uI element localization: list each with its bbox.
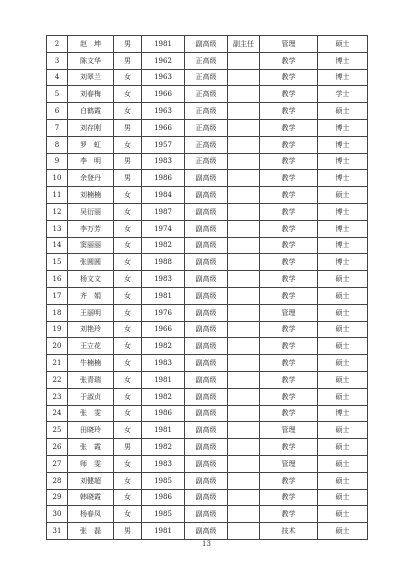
table-row	[47, 321, 368, 338]
name-cell: 赵 坤	[68, 36, 114, 53]
name-cell: 王立花	[68, 338, 114, 355]
row-number-cell: 12	[47, 203, 68, 220]
table-row	[47, 36, 368, 53]
job-type-cell: 教学	[260, 321, 318, 338]
position-cell	[228, 472, 260, 489]
job-type-cell: 教学	[260, 405, 318, 422]
row-number-cell: 6	[47, 103, 68, 120]
degree-cell: 硕士	[318, 388, 368, 405]
birth-year-cell: 1981	[142, 36, 185, 53]
degree-cell: 硕士	[318, 439, 368, 456]
title-level-cell: 副高级	[185, 523, 228, 540]
row-number-cell: 15	[47, 254, 68, 271]
birth-year-cell: 1985	[142, 506, 185, 523]
row-number-cell: 9	[47, 153, 68, 170]
gender-cell: 女	[114, 304, 142, 321]
job-type-cell: 教学	[260, 472, 318, 489]
staff-table-body	[47, 36, 368, 540]
name-cell: 白鹤霞	[68, 103, 114, 120]
position-cell	[228, 489, 260, 506]
position-cell	[228, 304, 260, 321]
name-cell: 韩晓霞	[68, 489, 114, 506]
row-number-cell: 3	[47, 52, 68, 69]
row-number-cell: 29	[47, 489, 68, 506]
row-number-cell: 21	[47, 355, 68, 372]
row-number-cell: 13	[47, 220, 68, 237]
gender-cell: 男	[114, 439, 142, 456]
name-cell: 刘艳玲	[68, 321, 114, 338]
position-cell	[228, 388, 260, 405]
title-level-cell: 副高级	[185, 388, 228, 405]
gender-cell: 女	[114, 203, 142, 220]
table-row	[47, 119, 368, 136]
title-level-cell: 副高级	[185, 237, 228, 254]
table-row	[47, 338, 368, 355]
gender-cell: 男	[114, 119, 142, 136]
title-level-cell: 正高级	[185, 69, 228, 86]
name-cell: 刘春梅	[68, 86, 114, 103]
table-row	[47, 523, 368, 540]
gender-cell: 女	[114, 287, 142, 304]
degree-cell: 硕士	[318, 304, 368, 321]
job-type-cell: 教学	[260, 237, 318, 254]
gender-cell: 女	[114, 388, 142, 405]
position-cell	[228, 86, 260, 103]
position-cell	[228, 203, 260, 220]
job-type-cell: 教学	[260, 506, 318, 523]
position-cell: 副主任	[228, 36, 260, 53]
table-row	[47, 69, 368, 86]
gender-cell: 男	[114, 153, 142, 170]
row-number-cell: 10	[47, 170, 68, 187]
birth-year-cell: 1985	[142, 472, 185, 489]
title-level-cell: 正高级	[185, 136, 228, 153]
title-level-cell: 正高级	[185, 86, 228, 103]
title-level-cell: 副高级	[185, 338, 228, 355]
name-cell: 师 雯	[68, 455, 114, 472]
name-cell: 李 明	[68, 153, 114, 170]
birth-year-cell: 1984	[142, 187, 185, 204]
job-type-cell: 教学	[260, 103, 318, 120]
degree-cell: 硕士	[318, 36, 368, 53]
degree-cell: 硕士	[318, 472, 368, 489]
degree-cell: 硕士	[318, 523, 368, 540]
position-cell	[228, 271, 260, 288]
birth-year-cell: 1983	[142, 271, 185, 288]
title-level-cell: 副高级	[185, 472, 228, 489]
birth-year-cell: 1986	[142, 170, 185, 187]
name-cell: 罗 虹	[68, 136, 114, 153]
row-number-cell: 11	[47, 187, 68, 204]
row-number-cell: 27	[47, 455, 68, 472]
table-row	[47, 371, 368, 388]
birth-year-cell: 1966	[142, 321, 185, 338]
gender-cell: 女	[114, 422, 142, 439]
table-row	[47, 405, 368, 422]
job-type-cell: 教学	[260, 489, 318, 506]
birth-year-cell: 1962	[142, 52, 185, 69]
gender-cell: 女	[114, 271, 142, 288]
name-cell: 刘翠兰	[68, 69, 114, 86]
degree-cell: 博士	[318, 220, 368, 237]
gender-cell: 女	[114, 321, 142, 338]
degree-cell: 硕士	[318, 355, 368, 372]
table-row	[47, 86, 368, 103]
position-cell	[228, 405, 260, 422]
title-level-cell: 副高级	[185, 36, 228, 53]
gender-cell: 男	[114, 523, 142, 540]
title-level-cell: 副高级	[185, 220, 228, 237]
title-level-cell: 副高级	[185, 506, 228, 523]
degree-cell: 博士	[318, 69, 368, 86]
row-number-cell: 23	[47, 388, 68, 405]
staff-table	[46, 35, 368, 540]
job-type-cell: 教学	[260, 287, 318, 304]
title-level-cell: 副高级	[185, 203, 228, 220]
name-cell: 陈文华	[68, 52, 114, 69]
row-number-cell: 28	[47, 472, 68, 489]
row-number-cell: 30	[47, 506, 68, 523]
name-cell: 牛楠楠	[68, 355, 114, 372]
position-cell	[228, 119, 260, 136]
title-level-cell: 副高级	[185, 439, 228, 456]
name-cell: 杨春凤	[68, 506, 114, 523]
gender-cell: 女	[114, 472, 142, 489]
table-row	[47, 304, 368, 321]
birth-year-cell: 1981	[142, 371, 185, 388]
row-number-cell: 18	[47, 304, 68, 321]
birth-year-cell: 1957	[142, 136, 185, 153]
name-cell: 刘楠楠	[68, 187, 114, 204]
table-row	[47, 388, 368, 405]
birth-year-cell: 1982	[142, 237, 185, 254]
job-type-cell: 教学	[260, 136, 318, 153]
table-row	[47, 355, 368, 372]
gender-cell: 女	[114, 355, 142, 372]
row-number-cell: 20	[47, 338, 68, 355]
position-cell	[228, 506, 260, 523]
birth-year-cell: 1982	[142, 439, 185, 456]
position-cell	[228, 338, 260, 355]
gender-cell: 女	[114, 489, 142, 506]
name-cell: 刘存刚	[68, 119, 114, 136]
table-row	[47, 103, 368, 120]
row-number-cell: 16	[47, 271, 68, 288]
birth-year-cell: 1981	[142, 287, 185, 304]
job-type-cell: 教学	[260, 119, 318, 136]
gender-cell: 女	[114, 237, 142, 254]
job-type-cell: 管理	[260, 455, 318, 472]
job-type-cell: 教学	[260, 355, 318, 372]
name-cell: 李万芳	[68, 220, 114, 237]
gender-cell: 女	[114, 103, 142, 120]
title-level-cell: 副高级	[185, 170, 228, 187]
table-row	[47, 136, 368, 153]
gender-cell: 男	[114, 52, 142, 69]
position-cell	[228, 153, 260, 170]
title-level-cell: 副高级	[185, 321, 228, 338]
name-cell: 田晓玲	[68, 422, 114, 439]
title-level-cell: 副高级	[185, 304, 228, 321]
row-number-cell: 25	[47, 422, 68, 439]
job-type-cell: 教学	[260, 187, 318, 204]
title-level-cell: 副高级	[185, 271, 228, 288]
job-type-cell: 管理	[260, 36, 318, 53]
degree-cell: 硕士	[318, 455, 368, 472]
table-row	[47, 489, 368, 506]
table-row	[47, 472, 368, 489]
gender-cell: 男	[114, 36, 142, 53]
degree-cell: 硕士	[318, 338, 368, 355]
table-row	[47, 237, 368, 254]
name-cell: 张 磊	[68, 523, 114, 540]
table-row	[47, 271, 368, 288]
position-cell	[228, 439, 260, 456]
table-row	[47, 287, 368, 304]
job-type-cell: 教学	[260, 52, 318, 69]
title-level-cell: 副高级	[185, 422, 228, 439]
degree-cell: 博士	[318, 153, 368, 170]
degree-cell: 博士	[318, 405, 368, 422]
degree-cell: 硕士	[318, 489, 368, 506]
row-number-cell: 5	[47, 86, 68, 103]
row-number-cell: 17	[47, 287, 68, 304]
degree-cell: 硕士	[318, 371, 368, 388]
position-cell	[228, 523, 260, 540]
birth-year-cell: 1974	[142, 220, 185, 237]
degree-cell: 博士	[318, 170, 368, 187]
gender-cell: 女	[114, 220, 142, 237]
table-row	[47, 422, 368, 439]
title-level-cell: 副高级	[185, 254, 228, 271]
name-cell: 张圆圆	[68, 254, 114, 271]
gender-cell: 女	[114, 254, 142, 271]
position-cell	[228, 136, 260, 153]
position-cell	[228, 371, 260, 388]
row-number-cell: 4	[47, 69, 68, 86]
degree-cell: 博士	[318, 52, 368, 69]
name-cell: 张青瑞	[68, 371, 114, 388]
title-level-cell: 副高级	[185, 187, 228, 204]
position-cell	[228, 103, 260, 120]
position-cell	[228, 355, 260, 372]
table-row	[47, 203, 368, 220]
birth-year-cell: 1983	[142, 455, 185, 472]
title-level-cell: 副高级	[185, 355, 228, 372]
birth-year-cell: 1981	[142, 422, 185, 439]
job-type-cell: 教学	[260, 271, 318, 288]
gender-cell: 女	[114, 455, 142, 472]
gender-cell: 女	[114, 506, 142, 523]
job-type-cell: 教学	[260, 338, 318, 355]
birth-year-cell: 1988	[142, 254, 185, 271]
title-level-cell: 正高级	[185, 119, 228, 136]
birth-year-cell: 1982	[142, 338, 185, 355]
row-number-cell: 2	[47, 36, 68, 53]
table-row	[47, 506, 368, 523]
gender-cell: 女	[114, 187, 142, 204]
gender-cell: 男	[114, 170, 142, 187]
position-cell	[228, 170, 260, 187]
birth-year-cell: 1963	[142, 69, 185, 86]
name-cell: 张 霞	[68, 439, 114, 456]
job-type-cell: 管理	[260, 304, 318, 321]
title-level-cell: 正高级	[185, 103, 228, 120]
job-type-cell: 教学	[260, 371, 318, 388]
degree-cell: 硕士	[318, 103, 368, 120]
birth-year-cell: 1983	[142, 153, 185, 170]
title-level-cell: 副高级	[185, 371, 228, 388]
position-cell	[228, 254, 260, 271]
position-cell	[228, 220, 260, 237]
job-type-cell: 教学	[260, 388, 318, 405]
title-level-cell: 副高级	[185, 489, 228, 506]
table-row	[47, 220, 368, 237]
row-number-cell: 8	[47, 136, 68, 153]
birth-year-cell: 1986	[142, 405, 185, 422]
name-cell: 余登丹	[68, 170, 114, 187]
job-type-cell: 教学	[260, 86, 318, 103]
birth-year-cell: 1986	[142, 489, 185, 506]
position-cell	[228, 69, 260, 86]
position-cell	[228, 455, 260, 472]
name-cell: 张 雯	[68, 405, 114, 422]
degree-cell: 硕士	[318, 271, 368, 288]
job-type-cell: 教学	[260, 203, 318, 220]
table-row	[47, 439, 368, 456]
degree-cell: 硕士	[318, 422, 368, 439]
title-level-cell: 正高级	[185, 52, 228, 69]
job-type-cell: 技术	[260, 523, 318, 540]
gender-cell: 女	[114, 405, 142, 422]
job-type-cell: 教学	[260, 153, 318, 170]
degree-cell: 博士	[318, 203, 368, 220]
name-cell: 王丽明	[68, 304, 114, 321]
page-number: 13	[202, 540, 211, 548]
birth-year-cell: 1963	[142, 103, 185, 120]
birth-year-cell: 1966	[142, 86, 185, 103]
table-row	[47, 153, 368, 170]
degree-cell: 硕士	[318, 287, 368, 304]
name-cell: 刘健超	[68, 472, 114, 489]
row-number-cell: 19	[47, 321, 68, 338]
degree-cell: 硕士	[318, 187, 368, 204]
gender-cell: 女	[114, 86, 142, 103]
job-type-cell: 教学	[260, 254, 318, 271]
row-number-cell: 7	[47, 119, 68, 136]
job-type-cell: 教学	[260, 439, 318, 456]
birth-year-cell: 1987	[142, 203, 185, 220]
row-number-cell: 22	[47, 371, 68, 388]
degree-cell: 博士	[318, 254, 368, 271]
row-number-cell: 14	[47, 237, 68, 254]
table-row	[47, 254, 368, 271]
gender-cell: 女	[114, 136, 142, 153]
job-type-cell: 教学	[260, 69, 318, 86]
table-row	[47, 170, 368, 187]
title-level-cell: 副高级	[185, 287, 228, 304]
degree-cell: 博士	[318, 119, 368, 136]
name-cell: 吴衍丽	[68, 203, 114, 220]
gender-cell: 女	[114, 69, 142, 86]
job-type-cell: 管理	[260, 422, 318, 439]
title-level-cell: 副高级	[185, 405, 228, 422]
position-cell	[228, 237, 260, 254]
table-row	[47, 187, 368, 204]
birth-year-cell: 1966	[142, 119, 185, 136]
name-cell: 杨文文	[68, 271, 114, 288]
position-cell	[228, 422, 260, 439]
name-cell: 于淑贞	[68, 388, 114, 405]
table-row	[47, 52, 368, 69]
position-cell	[228, 321, 260, 338]
birth-year-cell: 1983	[142, 355, 185, 372]
row-number-cell: 26	[47, 439, 68, 456]
title-level-cell: 副高级	[185, 455, 228, 472]
title-level-cell: 正高级	[185, 153, 228, 170]
degree-cell: 硕士	[318, 506, 368, 523]
degree-cell: 博士	[318, 237, 368, 254]
position-cell	[228, 52, 260, 69]
birth-year-cell: 1982	[142, 388, 185, 405]
degree-cell: 学士	[318, 86, 368, 103]
job-type-cell: 教学	[260, 220, 318, 237]
name-cell: 窦丽丽	[68, 237, 114, 254]
degree-cell: 硕士	[318, 321, 368, 338]
row-number-cell: 31	[47, 523, 68, 540]
degree-cell: 博士	[318, 136, 368, 153]
row-number-cell: 24	[47, 405, 68, 422]
job-type-cell: 教学	[260, 170, 318, 187]
birth-year-cell: 1981	[142, 523, 185, 540]
table-row	[47, 455, 368, 472]
position-cell	[228, 287, 260, 304]
gender-cell: 女	[114, 338, 142, 355]
position-cell	[228, 187, 260, 204]
birth-year-cell: 1976	[142, 304, 185, 321]
name-cell: 齐 娟	[68, 287, 114, 304]
gender-cell: 女	[114, 371, 142, 388]
